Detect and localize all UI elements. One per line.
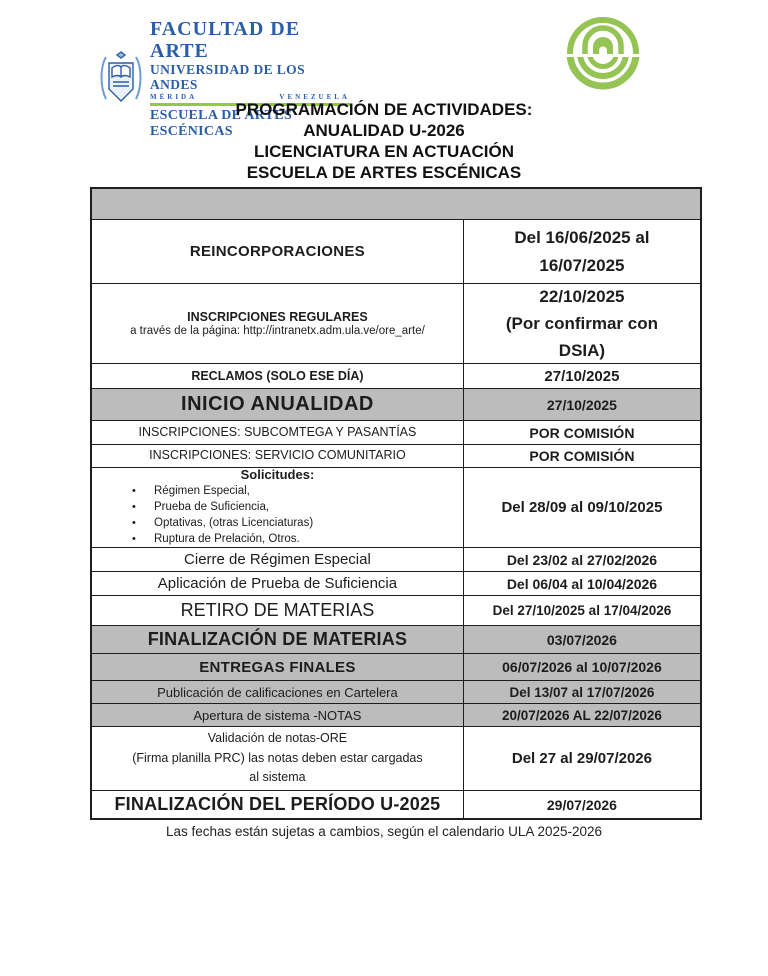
activity-cell [92, 572, 463, 595]
date-value: 27/10/2025 [544, 367, 620, 385]
schedule-table [90, 187, 702, 820]
table-row [92, 726, 700, 790]
table-row [92, 595, 700, 625]
city-label: MÉRIDA [150, 93, 198, 101]
date-cell [463, 220, 700, 283]
activity-label: Validación de notas-ORE [207, 731, 348, 746]
table-row [92, 444, 700, 467]
faculty-name: FACULTAD DE ARTE [150, 18, 301, 62]
activity-label: (Firma planilla PRC) las notas deben estar cargadas [132, 750, 423, 765]
date-value: DSIA) [558, 341, 606, 361]
activity-cell [92, 704, 463, 726]
date-cell [463, 548, 700, 571]
bullet-list [96, 483, 459, 548]
date-value: 20/07/2026 AL 22/07/2026 [501, 707, 662, 723]
date-value: 03/07/2026 [546, 631, 617, 648]
activity-label: RECLAMOS (SOLO ESE DÍA) [191, 369, 364, 383]
table-row [92, 420, 700, 444]
table-row [92, 388, 700, 420]
activity-cell [92, 626, 463, 653]
title-line-4: ESCUELA DE ARTES ESCÉNICAS [246, 163, 522, 182]
date-value: 27/10/2025 [546, 396, 617, 413]
table-row [92, 467, 700, 547]
table-row [92, 363, 700, 388]
table-row [92, 219, 700, 283]
bullet-item: • Régimen Especial, [154, 484, 459, 499]
activity-label: RETIRO DE MATERIAS [180, 600, 375, 620]
date-cell [463, 284, 700, 363]
bullet-item: • Prueba de Suficiencia, [154, 500, 459, 515]
university-name: UNIVERSIDAD DE LOS ANDES [150, 62, 305, 92]
date-cell [463, 654, 700, 680]
activity-label: FINALIZACIÓN DE MATERIAS [147, 629, 408, 649]
date-cell [463, 626, 700, 653]
title-line-3: LICENCIATURA EN ACTUACIÓN [253, 142, 515, 161]
activity-cell [92, 727, 463, 790]
activity-cell [92, 364, 463, 388]
school-name: ESCUELA DE ARTES ESCÉNICAS [150, 108, 293, 139]
activity-cell [92, 654, 463, 680]
date-cell [463, 421, 700, 444]
title-line-1: PROGRAMACIÓN DE ACTIVIDADES: [235, 100, 533, 119]
date-value: POR COMISIÓN [529, 424, 635, 441]
date-cell [463, 596, 700, 625]
date-value: Del 16/06/2025 al [514, 228, 650, 248]
footer-note: Las fechas están sujetas a cambios, según el calendario ULA 2025-2026 [165, 824, 603, 839]
activity-cell [92, 445, 463, 467]
page-title [0, 99, 768, 183]
date-value: Del 27/10/2025 al 17/04/2026 [492, 603, 672, 618]
date-value: 29/07/2026 [546, 796, 617, 813]
table-row [92, 790, 700, 818]
activity-cell [92, 681, 463, 703]
activity-label: REINCORPORACIONES [189, 243, 365, 260]
activity-subtext: a través de la página: http://intranetx.adm.ula.ve/ore_arte/ [130, 325, 425, 337]
table-row [92, 680, 700, 703]
activity-cell [92, 220, 463, 283]
table-header-band [92, 189, 700, 219]
date-cell [463, 681, 700, 703]
activity-cell [92, 421, 463, 444]
date-value: Del 27 al 29/07/2026 [511, 750, 652, 767]
date-cell [463, 445, 700, 467]
school-arch-logo-icon [566, 15, 640, 96]
date-value: Del 28/09 al 09/10/2025 [501, 499, 663, 516]
country-label: VENEZUELA [279, 93, 350, 101]
activity-cell [92, 468, 463, 547]
title-line-2: ANUALIDAD U-2026 [303, 121, 465, 140]
table-row [92, 653, 700, 680]
table-row [92, 703, 700, 726]
table-row [92, 571, 700, 595]
activity-cell [92, 596, 463, 625]
date-value: Del 23/02 al 27/02/2026 [506, 551, 658, 568]
date-cell [463, 727, 700, 790]
activity-label: INICIO ANUALIDAD [181, 393, 374, 415]
date-cell [463, 364, 700, 388]
date-value: 16/07/2025 [539, 255, 625, 275]
activity-label: Cierre de Régimen Especial [184, 551, 371, 568]
activity-label: INSCRIPCIONES: SERVICIO COMUNITARIO [149, 448, 406, 463]
activity-label: INSCRIPCIONES REGULARES [187, 310, 368, 324]
activity-label: Apertura de sistema -NOTAS [193, 707, 362, 723]
bullets-title: Solicitudes: [240, 467, 315, 482]
date-value: 06/07/2026 al 10/07/2026 [502, 659, 662, 675]
activity-cell [92, 389, 463, 420]
date-value: Del 06/04 al 10/04/2026 [506, 575, 658, 592]
date-cell [463, 791, 700, 818]
activity-label: ENTREGAS FINALES [199, 658, 356, 676]
date-value: Del 13/07 al 17/07/2026 [509, 684, 655, 700]
activity-cell [92, 548, 463, 571]
bullet-item: • Optativas, (otras Licenciaturas) [154, 516, 459, 531]
bullet-item: • Ruptura de Prelación, Otros. [154, 532, 459, 547]
table-row [92, 283, 700, 363]
table-row [92, 547, 700, 571]
date-value: 22/10/2025 [539, 286, 625, 306]
date-cell [463, 704, 700, 726]
activity-label: INSCRIPCIONES: SUBCOMTEGA Y PASANTÍAS [138, 424, 417, 439]
date-value: POR COMISIÓN [529, 448, 635, 464]
date-cell [463, 389, 700, 420]
activity-label: Aplicación de Prueba de Suficiencia [157, 575, 398, 592]
date-value: (Por confirmar con [505, 313, 658, 333]
table-row [92, 625, 700, 653]
activity-label: al sistema [249, 770, 306, 785]
activity-cell [92, 791, 463, 818]
activity-label: Publicación de calificaciones en Cartelera [157, 684, 398, 700]
date-cell [463, 468, 700, 547]
activity-label: FINALIZACIÓN DEL PERÍODO U-2025 [114, 794, 441, 814]
activity-cell [92, 284, 463, 363]
date-cell [463, 572, 700, 595]
